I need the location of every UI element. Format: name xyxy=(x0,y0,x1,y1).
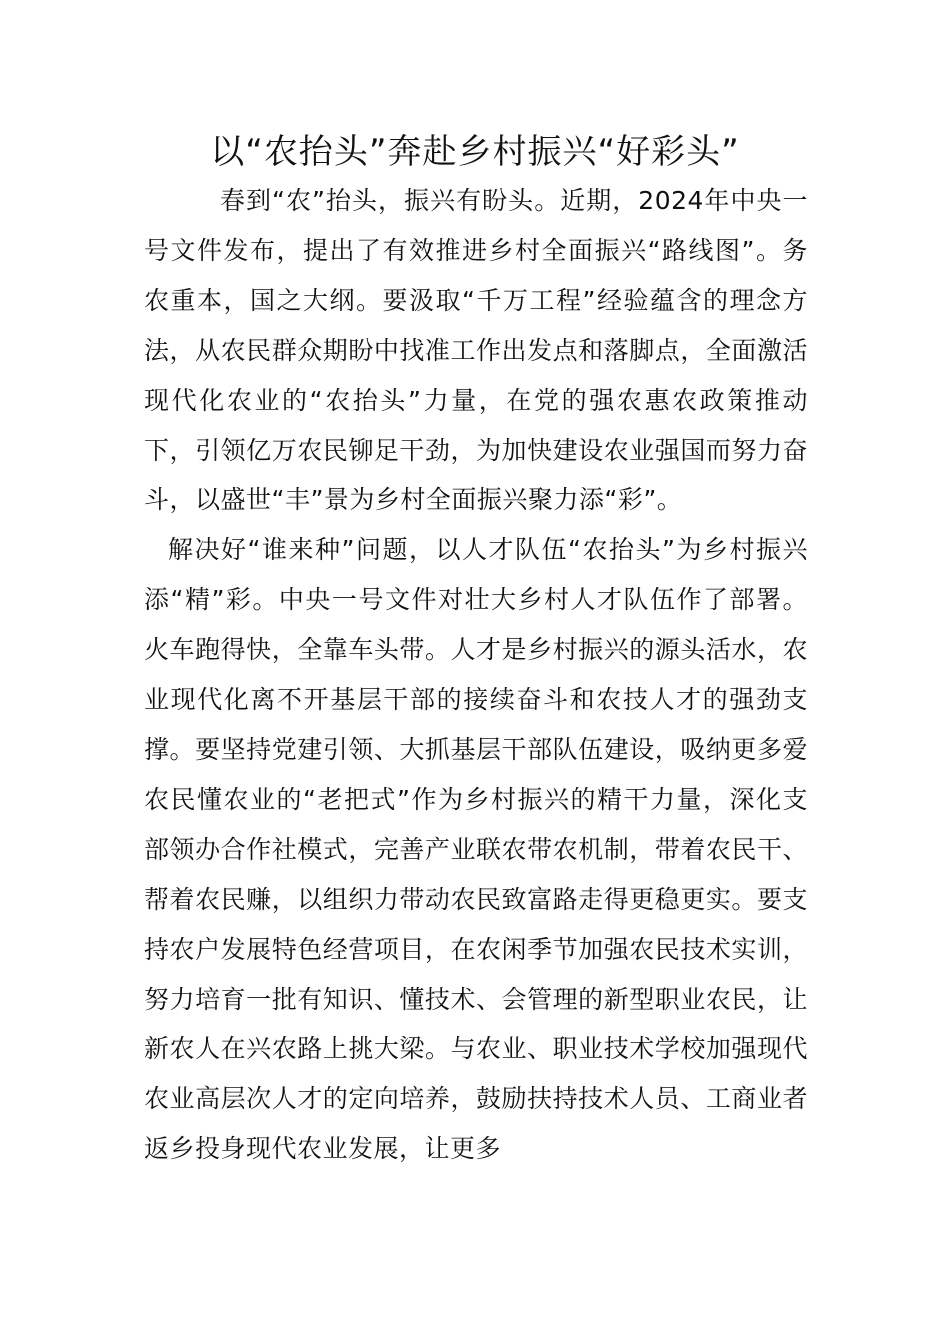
paragraph-2: 解决好“谁来种”问题，以人才队伍“农抬头”为乡村振兴添“精”彩。中央一号文件对壮大乡村人才队伍作了部署。火车跑得快，全靠车头带。人才是乡村振兴的源头活水，农业现代化离不开基层干部的接续奋斗和农技人才的强劲支撑。要坚持党建引领、大抓基层干部队伍建设，吸纳更多爱农民懂农业的“老把式”作为乡村振兴的精干力量，深化支部领办合作社模式，完善产业联农带农机制，带着农民干、帮着农民赚，以组织力带动农民致富路走得更稳更实。要支持农户发展特色经营项目，在农闲季节加强农民技术实训，努力培育一批有知识、懂技术、会管理的新型职业农民，让新农人在兴农路上挑大梁。与农业、职业技术学校加强现代农业高层次人才的定向培养，鼓励扶持技术人员、工商业者返乡投身现代农业发展，让更多 xyxy=(144,535,808,1164)
document-body xyxy=(144,176,808,1174)
document-title: 以“农抬头”奔赴乡村振兴“好彩头” xyxy=(210,132,740,172)
paragraph-1: 春到“农”抬头，振兴有盼头。近期，2024年中央一号文件发布，提出了有效推进乡村全面振兴“路线图”。务农重本，国之大纲。要汲取“千万工程”经验蕴含的理念方法，从农民群众期盼中找准工作出发点和落脚点，全面激活现代化农业的“农抬头”力量，在党的强农惠农政策推动下，引领亿万农民铆足干劲，为加快建设农业强国而努力奋斗，以盛世“丰”景为乡村全面振兴聚力添“彩”。 xyxy=(144,186,808,515)
